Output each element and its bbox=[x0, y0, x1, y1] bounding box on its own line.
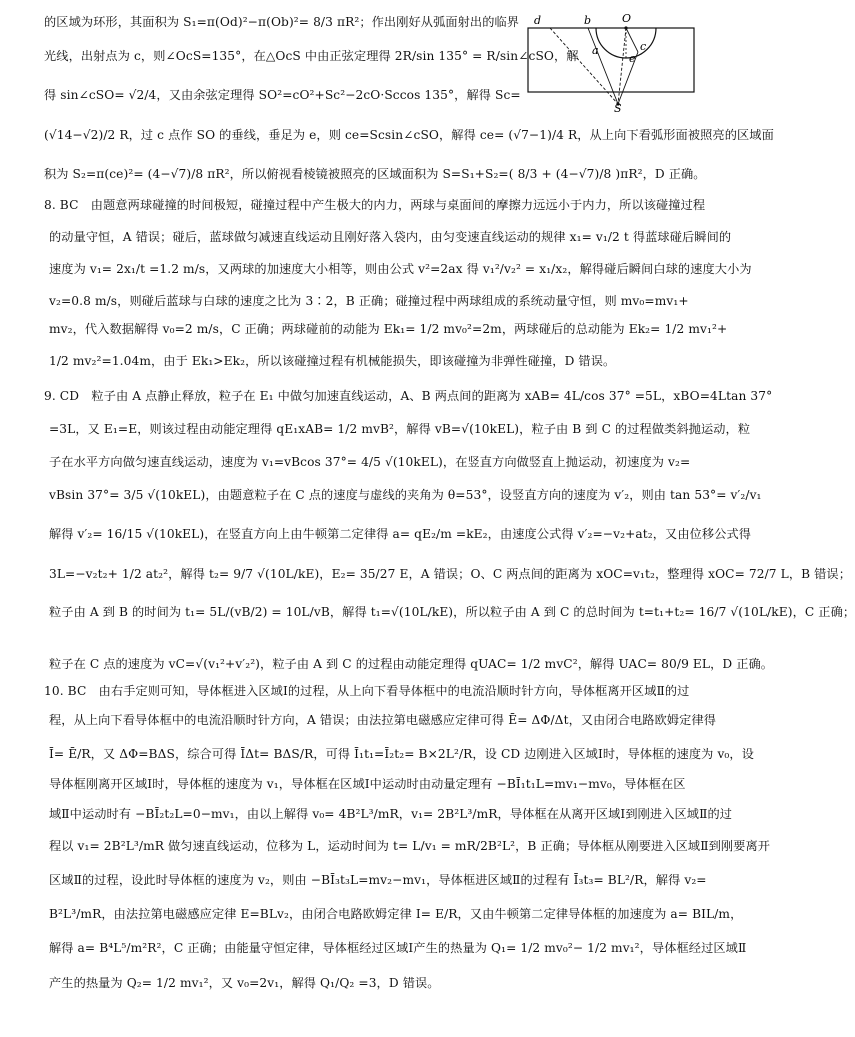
fig-label-a: a bbox=[592, 44, 599, 57]
q10-line: 域Ⅱ中运动时有 −BĪ₂t₂L=0−mv₁，由以上解得 v₀= 4B²L³/mR，v₁= 2B²L³/mR，导体框在从离开区域Ⅰ到刚进入区域Ⅱ的过 bbox=[49, 807, 733, 821]
q10-line: 产生的热量为 Q₂= 1/2 mv₁²，又 v₀=2v₁，解得 Q₁/Q₂ =3，D 错误。 bbox=[49, 976, 440, 990]
fig-label-O: O bbox=[622, 12, 632, 25]
q10-line: 导体框刚离开区域Ⅰ时，导体框的速度为 v₁，导体框在区域Ⅰ中运动时由动量定理有 −BĪ₁t₁L=mv₁−mv₀，导体框在区 bbox=[49, 777, 686, 791]
q8-line: 的动量守恒，A 错误；碰后，蓝球做匀减速直线运动且刚好落入袋内，由匀变速直线运动的规律 x₁= v₁/2 t 得蓝球碰后瞬间的 bbox=[49, 230, 732, 244]
text-line: (√14−√2)/2 R，过 c 点作 SO 的垂线，垂足为 e，则 ce=Scsin∠cSO，解得 ce= (√7−1)/4 R，从上向下看弧形面被照亮的区域面 bbox=[44, 128, 774, 142]
q9-line: 子在水平方向做匀速直线运动，速度为 v₁=vBcos 37°= 4/5 √(10kEL)，在竖直方向做竖直上抛运动，初速度为 v₂= bbox=[49, 455, 691, 469]
q8-line: 1/2 mv₂²=1.04m，由于 Ek₁>Ek₂，所以该碰撞过程有机械能损失，即该碰撞为非弹性碰撞，D 错误。 bbox=[49, 354, 616, 368]
text-line: 得 sin∠cSO= √2/4，又由余弦定理得 SO²=cO²+Sc²−2cO·Sccos 135°，解得 Sc= bbox=[44, 88, 521, 102]
q10-line: B²L³/mR，由法拉第电磁感应定律 E=BLv₂，由闭合电路欧姆定律 I= E/R，又由牛顿第二定律导体框的加速度为 a= BIL/m， bbox=[49, 907, 743, 921]
fig-label-d: d bbox=[534, 14, 542, 27]
q10-line: 程以 v₁= 2B²L³/mR 做匀速直线运动，位移为 L，运动时间为 t= L/v₁ = mR/2B²L²，B 正确；导体框从刚要进入区域Ⅱ到刚要离开 bbox=[49, 839, 771, 853]
text-line: 积为 S₂=π(ce)²= (4−√7)/8 πR²，所以俯视看棱镜被照亮的区域面积为 S=S₁+S₂=( 8/3 + (4−√7)/8 )πR²，D 正确。 bbox=[44, 167, 706, 181]
q9-line: 粒子在 C 点的速度为 vC=√(v₁²+v′₂²)，粒子由 A 到 C 的过程由动能定理得 qUAC= 1/2 mvC²，解得 UAC= 80/9 EL，D 正确。 bbox=[49, 657, 774, 671]
fig-label-e: e bbox=[629, 52, 636, 65]
q8-line: v₂=0.8 m/s，则碰后蓝球与白球的速度之比为 3∶2，B 正确；碰撞过程中两球组成的系统动量守恒，则 mv₀=mv₁+ bbox=[49, 294, 689, 308]
q8-line: 速度为 v₁= 2x₁/t =1.2 m/s，又两球的加速度大小相等，则由公式 v²=2ax 得 v₁²/v₂² = x₁/x₂，解得碰后瞬间白球的速度大小为 bbox=[49, 262, 752, 276]
q10-line: 区域Ⅱ的过程，设此时导体框的速度为 v₂，则由 −BĪ₃t₃L=mv₂−mv₁，导体框进区域Ⅱ的过程有 Ī₃t₃= BL²/R，解得 v₂= bbox=[49, 873, 707, 887]
fig-label-c: c bbox=[640, 40, 647, 53]
q9-line: 3L=−v₂t₂+ 1/2 at₂²，解得 t₂= 9/7 √(10L/kE)，E₂= 35/27 E，A 错误；O、C 两点间的距离为 xOC=v₁t₂，整理得 xOC= 72/7 L，B 错误； bbox=[49, 567, 852, 581]
text-line: 光线，出射点为 c，则∠OcS=135°，在△OcS 中由正弦定理得 2R/sin 135° = R/sin∠cSO，解 bbox=[44, 49, 579, 63]
fig-label-b: b bbox=[584, 14, 592, 27]
text-line: 的区域为环形，其面积为 S₁=π(Od)²−π(Ob)²= 8/3 πR²；作出刚好从弧面射出的临界 bbox=[44, 15, 520, 29]
q10-line: 程，从上向下看导体框中的电流沿顺时针方向，A 错误；由法拉第电磁感应定律可得 Ē= ΔΦ/Δt，又由闭合电路欧姆定律得 bbox=[49, 713, 717, 727]
q8-line: mv₂，代入数据解得 v₀=2 m/s，C 正确；两球碰前的动能为 Ek₁= 1/2 mv₀²=2m，两球碰后的总动能为 Ek₂= 1/2 mv₁²+ bbox=[49, 322, 728, 336]
q9-line: 解得 v′₂= 16/15 √(10kEL)，在竖直方向上由牛顿第二定律得 a= qE₂/m =kE₂，由速度公式得 v′₂=−v₂+at₂，又由位移公式得 bbox=[49, 527, 752, 541]
fig-label-S: S bbox=[614, 102, 622, 115]
q9-line: =3L，又 E₁=E，则该过程由动能定理得 qE₁xAB= 1/2 mvB²，解得 vB=√(10kEL)，粒子由 B 到 C 的过程做类斜抛运动，粒 bbox=[49, 422, 751, 436]
q9-line: 粒子由 A 到 B 的时间为 t₁= 5L/(vB/2) = 10L/vB，解得 t₁=√(10L/kE)，所以粒子由 A 到 C 的总时间为 t=t₁+t₂= 16/7 √(10L/kE)，C 正确； bbox=[49, 605, 855, 619]
q10-line: Ī= Ē/R，又 ΔΦ=BΔS，综合可得 ĪΔt= BΔS/R，可得 Ī₁t₁=Ī₂t₂= B×2L²/R，设 CD 边刚进入区域Ⅰ时，导体框的速度为 v₀，设 bbox=[49, 747, 754, 761]
q8-line: 8. BC 由题意两球碰撞的时间极短，碰撞过程中产生极大的内力，两球与桌面间的摩擦力远远小于内力，所以该碰撞过程 bbox=[44, 198, 706, 212]
q10-line: 10. BC 由右手定则可知，导体框进入区域Ⅰ的过程，从上向下看导体框中的电流沿顺时针方向，导体框离开区域Ⅱ的过 bbox=[44, 684, 690, 698]
q10-line: 解得 a= B⁴L⁵/m²R²，C 正确；由能量守恒定律，导体框经过区域Ⅰ产生的热量为 Q₁= 1/2 mv₀²− 1/2 mv₁²，导体框经过区域Ⅱ bbox=[49, 941, 747, 955]
q9-line: 9. CD 粒子由 A 点静止释放，粒子在 E₁ 中做匀加速直线运动，A、B 两点间的距离为 xAB= 4L/cos 37° =5L，xBO=4Ltan 37° bbox=[44, 389, 773, 403]
q9-line: vBsin 37°= 3/5 √(10kEL)，由题意粒子在 C 点的速度与虚线的夹角为 θ=53°，设竖直方向的速度为 v′₂，则由 tan 53°= v′₂/v₁ bbox=[49, 488, 762, 502]
